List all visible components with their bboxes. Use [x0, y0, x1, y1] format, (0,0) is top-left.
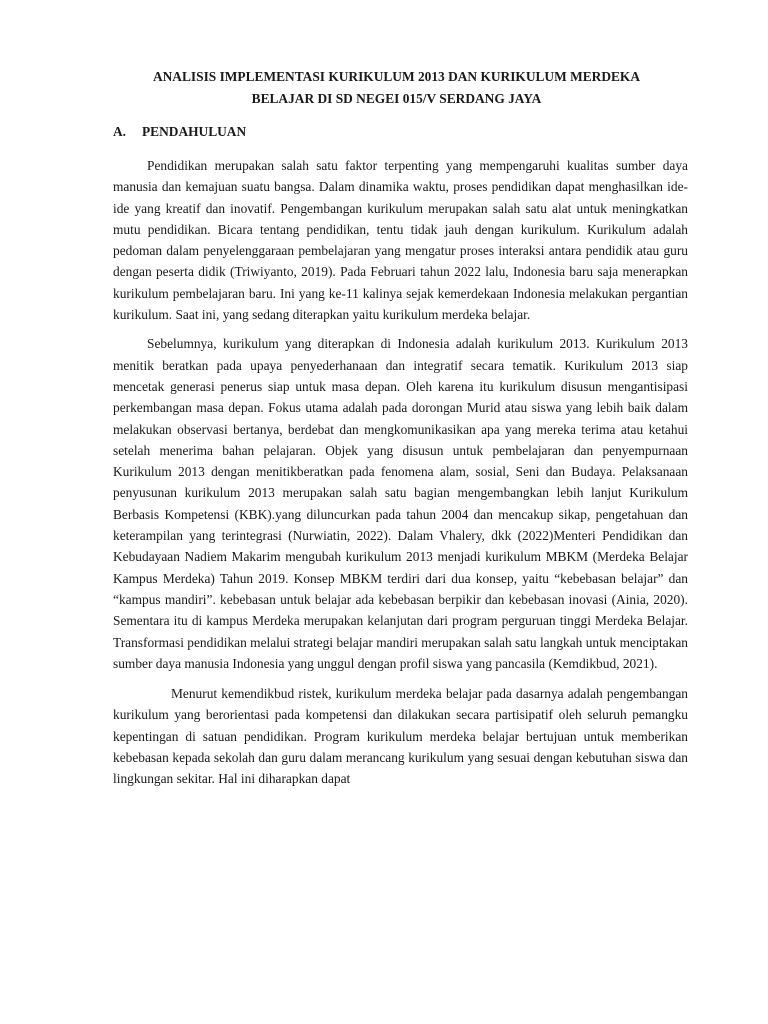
paragraph-2: Sebelumnya, kurikulum yang diterapkan di Indonesia adalah kurikulum 2013. Kurikulum 2013 menitik beratkan pada upaya penyederhanaan dan integratif secara tematik. Kurikulum 2013 siap mencetak generasi penerus siap untuk masa depan. Oleh karena itu kurikulum disusun mengantisipasi perkembangan masa depan. Fokus utama adalah pada dorongan Murid atau siswa yang lebih baik dalam melakukan observasi bertanya, berdebat dan mengkomunikasikan apa yang mereka terima atau ketahui setelah menerima bahan pelajaran. Objek yang disusun untuk pembelajaran dan penyempurnaan Kurikulum 2013 dengan menitikberatkan pada fenomena alam, sosial, Seni dan Budaya. Pelaksanaan penyusunan kurikulum 2013 merupakan salah satu bagian mengembangkan lebih lanjut Kurikulum Berbasis Kompetensi (KBK).yang diluncurkan pada tahun 2004 dan mencakup sikap, pengetahuan dan keterampilan yang terintegrasi (Nurwiatin, 2022). Dalam Vhalery, dkk (2022)Menteri Pendidikan dan Kebudayaan Nadiem Makarim mengubah kurikulum 2013 menjadi kurikulum MBKM (Merdeka Belajar Kampus Merdeka) Tahun 2019. Konsep MBKM terdiri dari dua konsep, yaitu “kebebasan belajar” dan “kampus mandiri”. kebebasan untuk belajar ada kebebasan berpikir dan kebebasan inovasi (Ainia, 2020). Sementara itu di kampus Merdeka merupakan kelanjutan dari program perguruan tinggi Merdeka Belajar. Transformasi pendidikan melalui strategi belajar mandiri merupakan salah satu langkah untuk menciptakan sumber daya manusia Indonesia yang unggul dengan profil siswa yang pancasila (Kemdikbud, 2021).: [113, 336, 688, 671]
document-title: [105, 66, 688, 109]
section-heading: [113, 122, 688, 142]
paragraph-3: Menurut kemendikbud ristek, kurikulum merdeka belajar pada dasarnya adalah pengembangan kurikulum yang berorientasi pada kompetensi dan dilakukan secara partisipatif oleh seluruh pemangku kepentingan di satuan pendidikan. Program kurikulum merdeka belajar bertujuan untuk memberikan kebebasan kepada sekolah dan guru dalam merancang kurikulum yang sesuai dengan kebutuhan siswa dan lingkungan sekitar. Hal ini diharapkan dapat: [113, 686, 688, 787]
section-number: A.: [113, 124, 127, 139]
section-title: PENDAHULUAN: [142, 124, 247, 139]
title-line-1: ANALISIS IMPLEMENTASI KURIKULUM 2013 DAN KURIKULUM MERDEKA: [152, 69, 641, 84]
paragraph-1: Pendidikan merupakan salah satu faktor terpenting yang mempengaruhi kualitas sumber daya manusia dan kemajuan suatu bangsa. Dalam dinamika waktu, proses pendidikan dapat menghasilkan ide-ide yang kreatif dan inovatif. Pengembangan kurikulum merupakan salah satu alat untuk meningkatkan mutu pendidikan. Bicara tentang pendidikan, tentu tidak jauh dengan kurikulum. Kurikulum adalah pedoman dalam penyelenggaraan pembelajaran yang mengatur proses interaksi antara pendidik atau guru dengan peserta didik (Triwiyanto, 2019). Pada Februari tahun 2022 lalu, Indonesia baru saja menerapkan kurikulum pembelajaran baru. Ini yang ke-11 kalinya sejak kemerdekaan Indonesia melakukan pergantian kurikulum. Saat ini, yang sedang diterapkan yaitu kurikulum merdeka belajar.: [113, 158, 688, 323]
title-line-2: BELAJAR DI SD NEGEI 015/V SERDANG JAYA: [251, 90, 542, 106]
